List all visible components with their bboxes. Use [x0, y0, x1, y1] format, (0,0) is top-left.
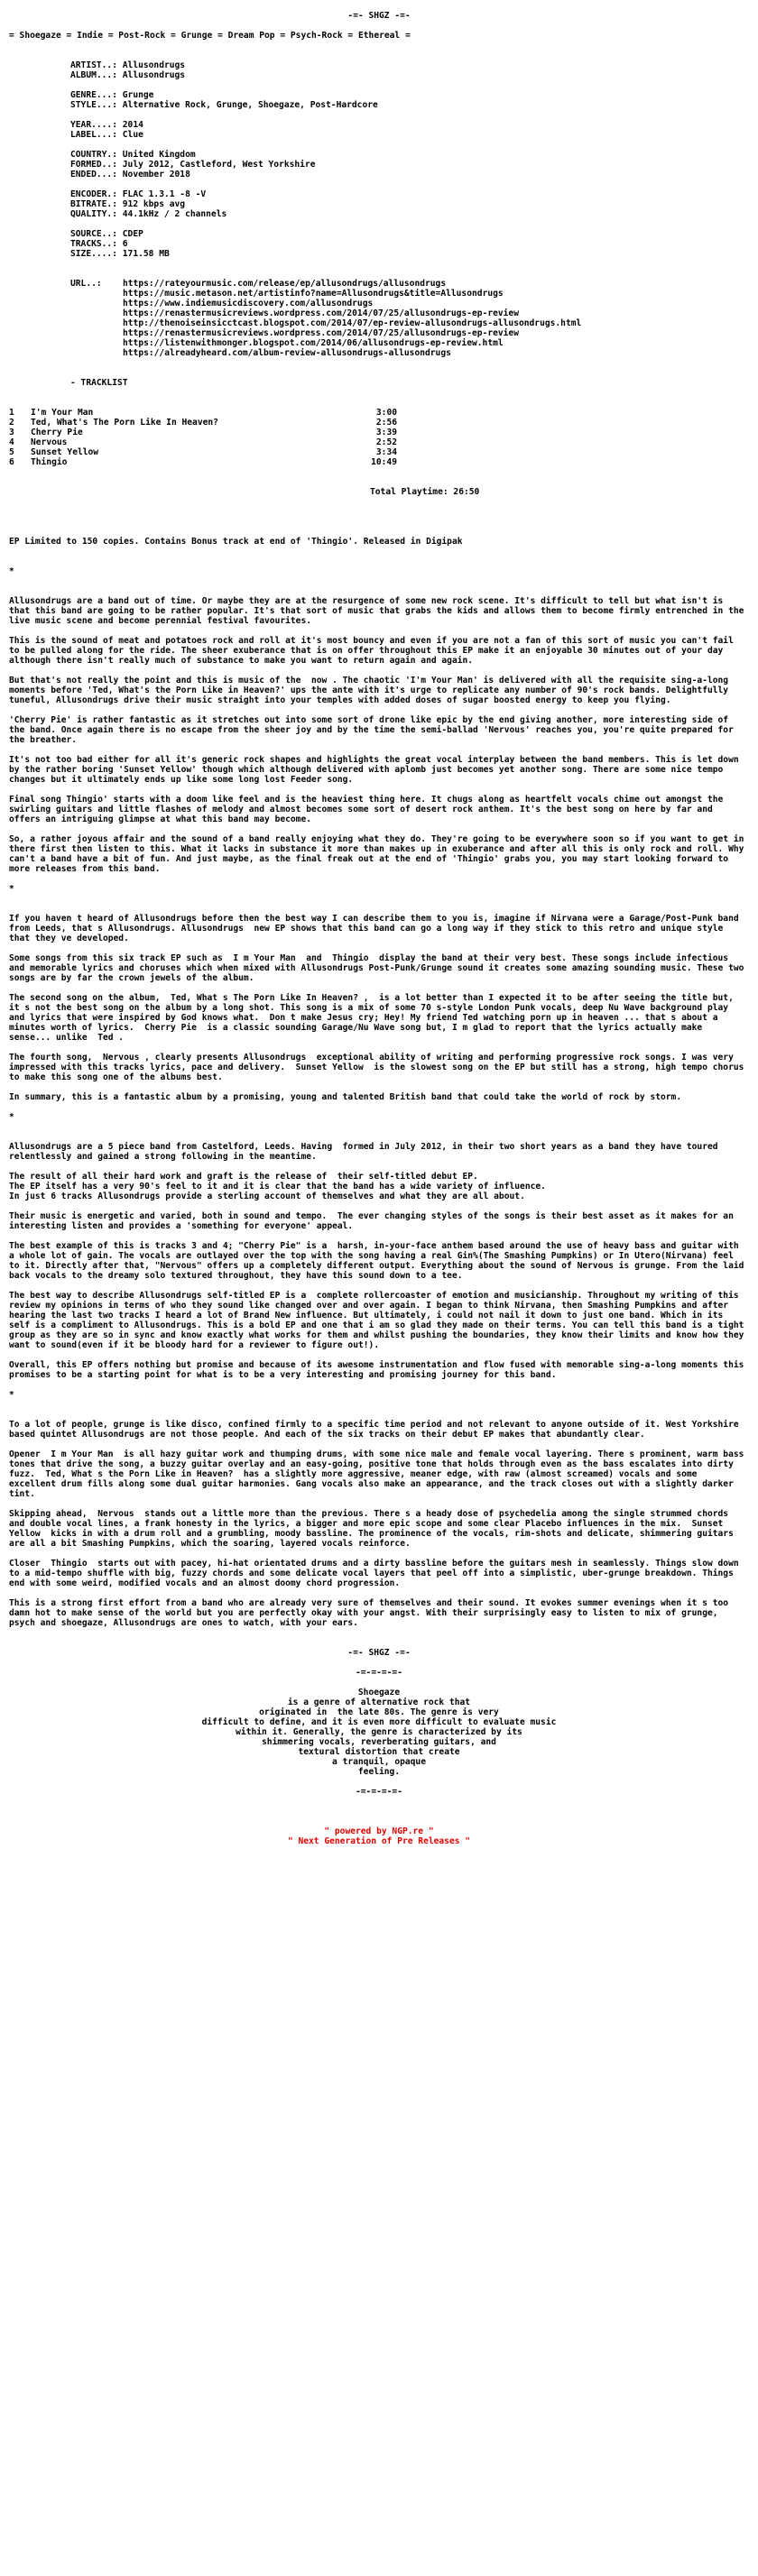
album-row: [70, 70, 749, 80]
artist-value: Allusondrugs: [122, 60, 186, 70]
track-duration: 3:39: [375, 428, 397, 437]
style-label: STYLE...:: [70, 100, 117, 110]
review-section: [9, 1420, 749, 1628]
size-row: [70, 249, 749, 259]
total-playtime: Total Playtime: 26:50: [370, 487, 480, 497]
bitrate-value: 912 kbps avg: [122, 199, 186, 209]
track-duration: 2:56: [375, 418, 397, 428]
review-section: [9, 596, 749, 874]
track-title: Sunset Yellow: [31, 447, 99, 457]
source-row: [70, 229, 749, 239]
review-paragraph: The best way to describe Allusondrugs self-titled EP is a complete rollercoaster of emotion and musicianship. Throughout my writing of this review my opinions in terms of who they sound like changed over and over again. I began to think Nirvana, then Smashing Pumpkins and after hearing the last two tracks I heard a lot of Brand New influence. But ultimately, i could not nail it down to just one band. Which in its self is a compliment to Allusondrugs. This is a bold EP and one that i am so glad they made on their terms. You can tell this band is a tight group as they are so in sync and know exactly what works for them and whilst pushing the boundaries, they know their limits and know how they want to sound(even if it be bloody hard for a reviewer to figure out!).: [9, 1291, 750, 1350]
url-link[interactable]: https://renastermusicreviews.wordpress.com/2014/07/25/allusondrugs-ep-review: [123, 308, 519, 318]
review-paragraph: In summary, this is a fantastic album by a promising, young and talented British band that could take the world of rock by storm.: [9, 1092, 682, 1102]
review-paragraph: Overall, this EP offers nothing but promise and because of its awesome instrumentation and flow fused with memorable sing-a-long moments this promises to be a starting point for what is to be a very interesting and promising journey for this band.: [9, 1360, 750, 1380]
record-label-label: LABEL...:: [70, 130, 117, 140]
country-value: United Kingdom: [122, 150, 196, 160]
review-separator: *: [9, 566, 14, 576]
track-row: [9, 457, 749, 467]
url-link[interactable]: https://listenwithmonger.blogspot.com/2014/06/allusondrugs-ep-review.html: [123, 338, 504, 348]
style-row: [70, 100, 749, 110]
shoegaze-definition: is a genre of alternative rock that originated in the late 80s. The genre is very difficult to define, and it is even more difficult to evaluate music within it. Generally, the genre is characterized by its shimmering vocals, reverberating guitars, and textural distortion that create a tranquil, opaque feeling.: [201, 1697, 557, 1777]
quality-label: QUALITY.:: [70, 209, 117, 219]
label-row: [70, 130, 749, 140]
encoder-value: FLAC 1.3.1 -8 -V: [122, 189, 207, 199]
review-paragraph: So, a rather joyous affair and the sound of a band really enjoying what they do. They're going to be everywhere soon so if you want to get in there first then listen to this. What it lacks in substance it more than makes up in exuberance and after all this is only rock and roll. Why can't a band have a bit of fun. And just maybe, as the final freak out at the end of 'Thingio' grabs you, you may start looking forward to more releases from this band.: [9, 834, 750, 874]
quality-value: 44.1kHz / 2 channels: [122, 209, 227, 219]
track-row: [9, 418, 749, 428]
formed-value: July 2012, Castleford, West Yorkshire: [122, 160, 316, 170]
track-duration: 3:34: [375, 447, 397, 457]
review-paragraph: If you haven t heard of Allusondrugs before then the best way I can describe them to you is, imagine if Nirvana were a Garage/Post-Punk band from Leeds, that s Allusondrugs. Allusondrugs new EP shows that this band can go a long way if they stick to this retro and unique style that they ve developed.: [9, 914, 744, 943]
review-paragraph: The best example of this is tracks 3 and 4; "Cherry Pie" is a harsh, in-your-face anthem based around the use of heavy bass and guitar with a whole lot of gain. The vocals are outlayed over the top with the song having a real Gin%(The Smashing Pumpkins) or In Utero(Nirvana) feel to it. Directly after that, "Nervous" offers up a completely different output. Everything about the sound of Nervous is grunge. From the laid back vocals to the dreamy solo textured throughout, they have this sound down to a tee.: [9, 1241, 750, 1281]
track-row: [9, 447, 749, 457]
source-value: CDEP: [122, 229, 143, 239]
reviews: [9, 566, 749, 1628]
genre-tags-line: = Shoegaze = Indie = Post-Rock = Grunge = Dream Pop = Psych-Rock = Ethereal =: [9, 31, 411, 41]
tracklist-heading: - TRACKLIST: [70, 378, 128, 388]
album-label: ALBUM...:: [70, 70, 117, 80]
nfo-title: -=- SHGZ -=-: [347, 11, 411, 21]
track-number: 6: [9, 457, 14, 467]
track-duration: 3:00: [375, 408, 397, 418]
url-link[interactable]: https://alreadyheard.com/album-review-allusondrugs-allusondrugs: [123, 348, 451, 358]
release-info: [9, 60, 749, 388]
track-row: [9, 428, 749, 437]
footer-dashes-bottom: -=-=-=-=-: [356, 1787, 402, 1797]
year-row: [70, 120, 749, 130]
footer-dashes-top: -=-=-=-=-: [356, 1668, 402, 1678]
track-title: Nervous: [31, 437, 68, 447]
ended-value: November 2018: [122, 170, 190, 179]
tracks-value: 6: [122, 239, 128, 249]
review-paragraph: Some songs from this six track EP such as I m Your Man and Thingio display the band at their very best. These songs include infectious and memorable lyrics and choruses which when mixed with Allusondrugs Post-Punk/Grunge sound it creates some amazing sounding music. These two songs are by far the crown jewels of the album.: [9, 953, 750, 983]
year-label: YEAR....:: [70, 120, 117, 130]
review-paragraph: Final song Thingio' starts with a doom like feel and is the heaviest thing here. It chugs along as heartfelt vocals chime out amongst the swirling guitars and little flashes of melody and almost becomes some sort of desert rock anthem. It's the best song on here by far and offers an intriguing glimpse at what this band may become.: [9, 795, 729, 824]
track-title: Thingio: [31, 457, 68, 467]
url-link[interactable]: https://music.metason.net/artistinfo?name=Allusondrugs&title=Allusondrugs: [123, 289, 504, 299]
powered-by-line: " powered by NGP.re ": [324, 1826, 434, 1836]
tracklist: [9, 408, 749, 467]
review-paragraph: This is the sound of meat and potatoes rock and roll at it's most bouncy and even if you are not a fan of this sort of music you can't fail to be pulled along for the ride. The sheer exuberance that is on offer throughout this EP make it an enjoyable 30 minutes out of your day although there isn't really much of substance to make you want to return again and again.: [9, 636, 739, 666]
review-section: [9, 914, 749, 1102]
record-label-value: Clue: [122, 130, 143, 140]
album-value: Allusondrugs: [122, 70, 186, 80]
track-row: [9, 408, 749, 418]
review-paragraph: 'Cherry Pie' is rather fantastic as it stretches out into some sort of drone like epic by the end giving another, more interesting side of the band. Once again there is no escape from the sheer joy and by the time the semi-ballad 'Nervous' reaches you, you're quite prepared for the breather.: [9, 715, 739, 745]
genre-row: [70, 90, 749, 100]
artist-row: [70, 60, 749, 70]
bitrate-row: [70, 199, 749, 209]
review-paragraph: Closer Thingio starts out with pacey, hi-hat orientated drums and a dirty bassline before the guitars mesh in seamlessly. Things slow down to a mid-tempo shuffle with big, fuzzy chords and some delicate vocal layers that peel off into a simplistic, uber-grunge breakdown. Things end with some weird, modified vocals and an almost doomy chord progression.: [9, 1559, 744, 1588]
track-title: I'm Your Man: [31, 408, 94, 418]
review-paragraph: To a lot of people, grunge is like disco, confined firmly to a specific time period and not relevant to anyone outside of it. West Yorkshire based quintet Allusondrugs are not those people. And each of the six tracks on their debut EP makes that abundantly clear.: [9, 1420, 744, 1440]
genre-label: GENRE...:: [70, 90, 117, 100]
tracks-label: TRACKS..:: [70, 239, 117, 249]
url-section: [70, 279, 749, 358]
review-paragraph: Allusondrugs are a 5 piece band from Castelford, Leeds. Having formed in July 2012, in their two short years as a band they have toured relentlessly and gained a strong following in the meantime.: [9, 1142, 724, 1162]
review-separator: *: [9, 1390, 14, 1400]
url-link[interactable]: https://renastermusicreviews.wordpress.com/2014/07/25/allusondrugs-ep-review: [123, 328, 519, 338]
track-number: 2: [9, 418, 14, 428]
review-separator: *: [9, 884, 14, 894]
url-link[interactable]: http://thenoiseinsicctcast.blogspot.com/2014/07/ep-review-allusondrugs-allusondrugs.html: [123, 318, 582, 328]
review-paragraph: The fourth song, Nervous , clearly presents Allusondrugs exceptional ability of writing and performing progressive rock songs. I was very impressed with this tracks lyrics, pace and delivery. Sunset Yellow is the slowest song on the EP but still has a strong, high tempo chorus to make this song one of the albums best.: [9, 1053, 750, 1082]
url-link[interactable]: https://www.indiemusicdiscovery.com/allusondrugs: [123, 299, 374, 308]
encoder-label: ENCODER.:: [70, 189, 117, 199]
review-paragraph: The second song on the album, Ted, What s The Porn Like In Heaven? , is a lot better than I expected it to be after seeing the title but, it s not the best song on the album by a long shot. This song is a mix of some 70 s-style London Punk vocals, deep Nu Wave background play and lyrics that were inspired by God knows what. Don t make Jesus cry; Hey! My friend Ted watching porn up in heaven ... that s about a minutes worth of lyrics. Cherry Pie is a classic sounding Garage/Nu Wave song but, I m glad to report that the lyrics actually make sense... unlike Ted .: [9, 993, 739, 1043]
track-duration: 2:52: [375, 437, 397, 447]
review-paragraph: But that's not really the point and this is music of the now . The chaotic 'I'm Your Man' is delivered with all the requisite sing-a-long moments before 'Ted, What's the Porn Like in Heaven?' ups the ante with it's urge to replicate any number of 90's rock bands. Delightfully tuneful, Allusondrugs drive their music straight into your temples with added doses of sugar boosted energy to keep you flying.: [9, 676, 734, 705]
next-generation-line: " Next Generation of Pre Releases ": [287, 1836, 471, 1846]
url-label: URL..:: [70, 279, 102, 289]
review-paragraph: Their music is energetic and varied, both in sound and tempo. The ever changing styles of the songs is their best asset as it makes for an interesting listen and provides a 'something for everyone' appeal.: [9, 1211, 739, 1231]
review-paragraph: Opener I m Your Man is all hazy guitar work and thumping drums, with some nice male and female vocal layering. There s prominent, warm bass tones that drive the song, a buzzy guitar overlay and an easy-going, positive tone that holds through even as the bass escalates into dirty fuzz. Ted, What s the Porn Like in Heaven? has a slightly more aggressive, meaner edge, with raw (almost screamed) vocals and some excellent drum fills along some dual guitar harmonies. Gang vocals also make an appearance, and the track closes out with a slightly darker tint.: [9, 1449, 750, 1499]
size-label: SIZE....:: [70, 249, 117, 259]
size-value: 171.58 MB: [122, 249, 170, 259]
artist-label: ARTIST..:: [70, 60, 117, 70]
track-row: [9, 437, 749, 447]
tracks-row: [70, 239, 749, 249]
review-paragraph: Skipping ahead, Nervous stands out a little more than the previous. There s a heady dose of psychedelia among the single strummed chords and double vocal lines, a frank honesty in the lyrics, a bigger and more epic scope and some clear Placebo influences in the mix. Sunset Yellow kicks in with a drum roll and a grumbling, moody bassline. The prominence of the vocals, rim-shots and delicate, shimmering guitars are all a bit Smashing Pumpkins, which the soaring, layered vocals reinforce.: [9, 1509, 739, 1549]
release-note: EP Limited to 150 copies. Contains Bonus track at end of 'Thingio'. Released in Digipak: [9, 537, 463, 547]
track-number: 3: [9, 428, 14, 437]
shoegaze-term: Shoegaze: [357, 1688, 401, 1697]
source-label: SOURCE..:: [70, 229, 117, 239]
url-link[interactable]: https://rateyourmusic.com/release/ep/allusondrugs/allusondrugs: [123, 279, 447, 289]
country-label: COUNTRY.:: [70, 150, 117, 160]
encoder-row: [70, 189, 749, 199]
review-paragraph: It's not too bad either for all it's generic rock shapes and highlights the great vocal interplay between the band members. This is let down by the rather boring 'Sunset Yellow' though which although delivered with aplomb just becomes yet another song. There are some nice tempo changes but it ultimately ends up like some long lost Feeder song.: [9, 755, 744, 785]
review-paragraph: The result of all their hard work and graft is the release of their self-titled debut EP. The EP itself has a very 90's feel to it and it is clear that the band has a wide variety of influence. In just 6 tracks Allusondrugs provide a sterling account of themselves and what they are all about.: [9, 1172, 546, 1201]
review-separator: *: [9, 1112, 14, 1122]
country-row: [70, 150, 749, 160]
style-value: Alternative Rock, Grunge, Shoegaze, Post-Hardcore: [122, 100, 378, 110]
url-list: [119, 279, 581, 358]
track-number: 4: [9, 437, 14, 447]
footer-title: -=- SHGZ -=-: [347, 1648, 411, 1658]
genre-value: Grunge: [122, 90, 154, 100]
ended-label: ENDED...:: [70, 170, 117, 179]
bitrate-label: BITRATE.:: [70, 199, 117, 209]
track-title: Ted, What's The Porn Like In Heaven?: [31, 418, 218, 428]
track-duration: 10:49: [371, 457, 397, 467]
year-value: 2014: [122, 120, 143, 130]
ended-row: [70, 170, 749, 179]
track-number: 5: [9, 447, 14, 457]
review-paragraph: Allusondrugs are a band out of time. Or maybe they are at the resurgence of some new rock scene. It's difficult to tell but what isn't is that this band are going to be rather popular. It's that sort of music that grabs the kids and allows them to become firmly entrenched in the live music scene and become perennial festival favourites.: [9, 596, 750, 626]
formed-label: FORMED..:: [70, 160, 117, 170]
quality-row: [70, 209, 749, 219]
formed-row: [70, 160, 749, 170]
review-paragraph: This is a strong first effort from a band who are already very sure of themselves and their sound. It evokes summer evenings when it s too damn hot to make sense of the world but you are perfectly okay with your angst. With their surprisingly easy to listen to mix of grunge, psych and shoegaze, Allusondrugs are ones to watch, with your ears.: [9, 1598, 734, 1628]
track-number: 1: [9, 408, 14, 418]
review-section: [9, 1142, 749, 1380]
track-title: Cherry Pie: [31, 428, 83, 437]
